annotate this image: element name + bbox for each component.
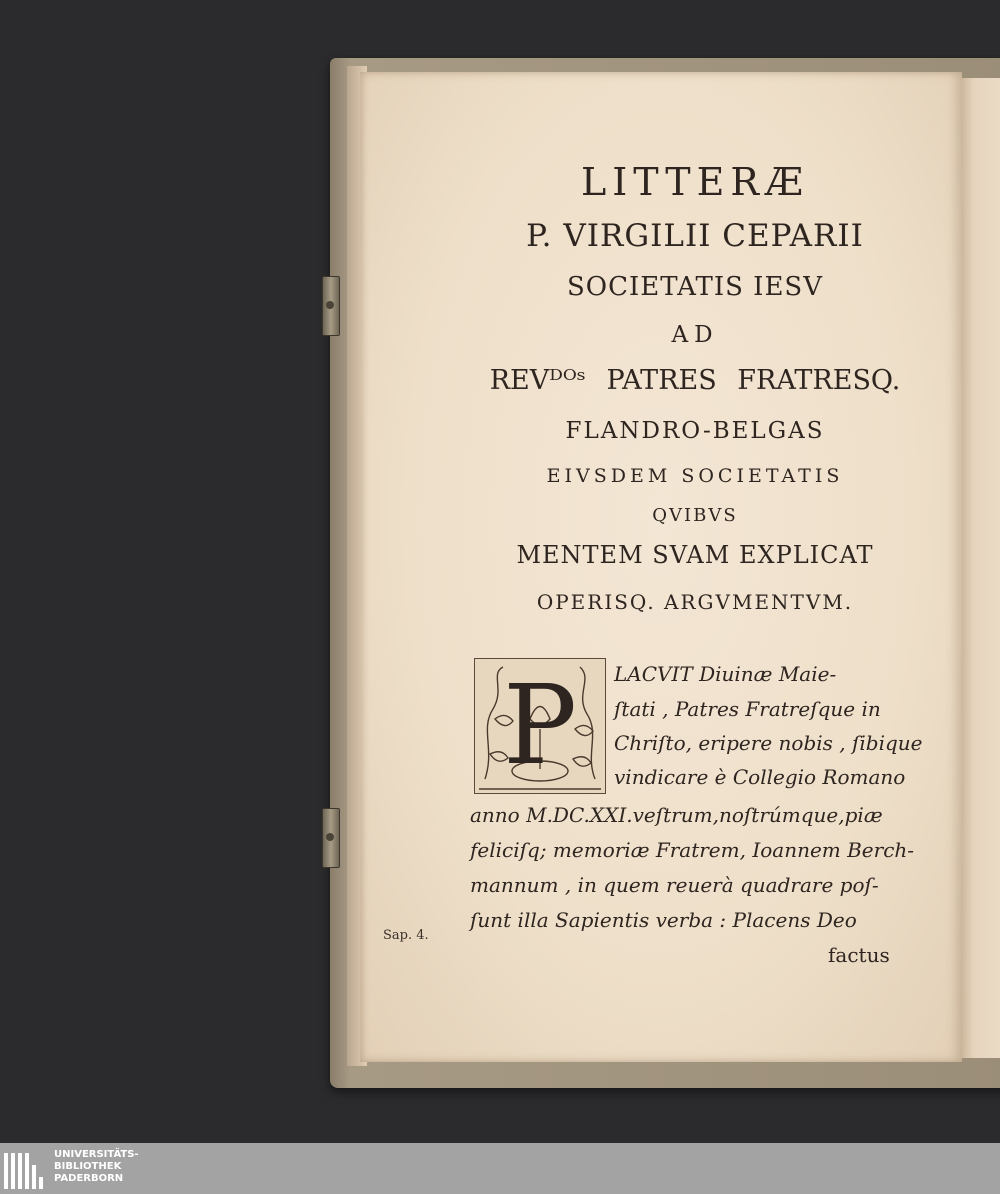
decorated-initial — [474, 658, 606, 794]
body-line-3: Chriſto, eripere nobis , ſibique — [614, 731, 923, 755]
logo-line-3: PADERBORN — [54, 1173, 124, 1184]
upper-clasp — [322, 276, 340, 336]
footer-bar — [0, 1143, 1000, 1194]
title-line-1: LITTERÆ — [580, 160, 810, 204]
title-line-9: MENTEM SVAM EXPLICAT — [516, 541, 874, 569]
body-line-7: mannum , in quem reuerà quadrare poſ- — [470, 873, 879, 897]
body-line-1: LACVIT Diuinæ Maie- — [614, 662, 837, 686]
margin-note: Sap. 4. — [383, 928, 429, 943]
title-line-7: EIVSDEM SOCIETATIS — [546, 465, 844, 487]
logo-line-1: UNIVERSITÄTS- — [54, 1149, 139, 1160]
title-line-5: REVᴰᴼˢ PATRES FRATRESQ. — [489, 365, 901, 396]
title-line-3: SOCIETATIS IESV — [566, 272, 824, 302]
floral-ornament-icon — [475, 659, 605, 793]
logo-line-2: BIBLIOTHEK — [54, 1161, 122, 1172]
next-page-strip — [962, 78, 1000, 1058]
body-line-2: ſtati , Patres Fratreſque in — [614, 697, 881, 721]
lower-clasp — [322, 808, 340, 868]
library-logo-text — [54, 1149, 139, 1185]
title-line-6: FLANDRO-BELGAS — [565, 418, 825, 444]
body-line-5: anno M.DC.XXI.veſtrum,noſtrúmque,piæ — [470, 803, 883, 827]
title-line-8: QVIBVS — [652, 505, 738, 526]
body-line-6: feliciſq; memoriæ Fratrem, Ioannem Berch- — [470, 838, 915, 862]
title-line-4: AD — [671, 322, 719, 348]
title-line-10: OPERISQ. ARGVMENTVM. — [536, 590, 854, 614]
body-line-4: vindicare è Collegio Romano — [614, 765, 906, 789]
initial-letter: P — [502, 661, 578, 789]
body-line-9: factus — [828, 943, 890, 967]
body-line-8: ſunt illa Sapientis verba : Placens Deo — [470, 908, 857, 932]
library-logo-icon — [4, 1147, 46, 1191]
title-line-2: P. VIRGILII CEPARII — [526, 218, 864, 254]
